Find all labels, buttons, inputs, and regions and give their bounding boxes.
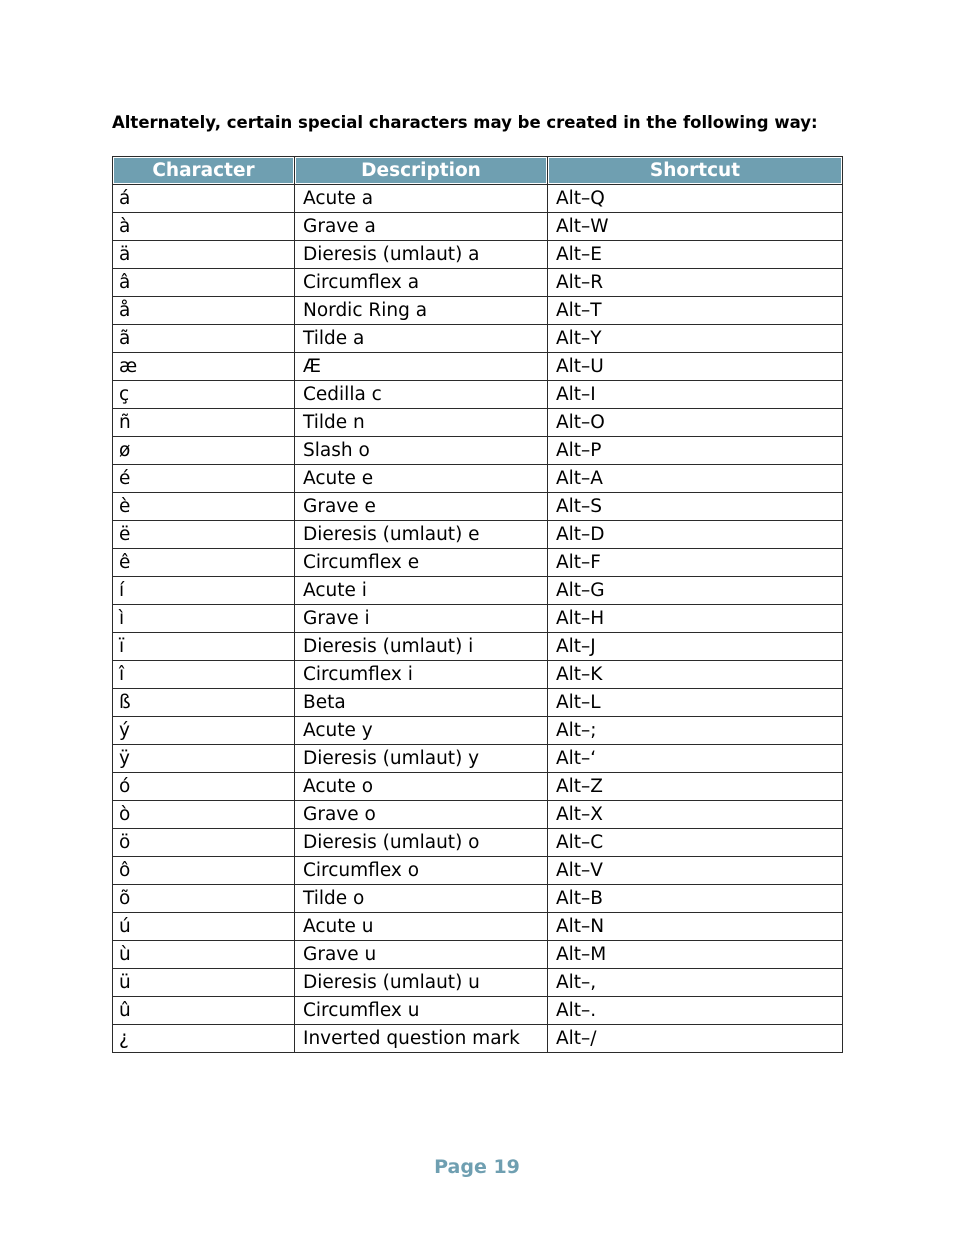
cell-shortcut: Alt–E [548,241,843,269]
cell-description: Dieresis (umlaut) y [295,745,548,773]
cell-character: æ [113,353,295,381]
cell-shortcut: Alt–Q [548,185,843,213]
cell-description: Dieresis (umlaut) e [295,521,548,549]
cell-character: à [113,213,295,241]
cell-description: Circumflex o [295,857,548,885]
table-row [113,213,843,241]
table-row [113,241,843,269]
table-row [113,773,843,801]
cell-description: Acute o [295,773,548,801]
cell-character: å [113,297,295,325]
cell-shortcut: Alt–C [548,829,843,857]
table-row [113,689,843,717]
cell-character: ï [113,633,295,661]
cell-shortcut: Alt–S [548,493,843,521]
table-row [113,493,843,521]
column-header-description: Description [295,157,548,185]
cell-description: Dieresis (umlaut) a [295,241,548,269]
cell-description: Acute i [295,577,548,605]
table-row [113,325,843,353]
table-row [113,717,843,745]
cell-description: Circumflex i [295,661,548,689]
cell-character: ü [113,969,295,997]
cell-shortcut: Alt–W [548,213,843,241]
cell-character: õ [113,885,295,913]
cell-shortcut: Alt–/ [548,1025,843,1053]
cell-description: Acute y [295,717,548,745]
cell-shortcut: Alt–J [548,633,843,661]
cell-shortcut: Alt–, [548,969,843,997]
cell-description: Dieresis (umlaut) u [295,969,548,997]
table-body [113,185,843,1053]
table-row [113,269,843,297]
cell-description: Tilde n [295,409,548,437]
cell-shortcut: Alt–K [548,661,843,689]
cell-description: Acute e [295,465,548,493]
table-row [113,969,843,997]
table-row [113,409,843,437]
table-row [113,633,843,661]
cell-shortcut: Alt–G [548,577,843,605]
column-header-shortcut: Shortcut [548,157,843,185]
cell-shortcut: Alt–‘ [548,745,843,773]
shortcut-table [112,156,843,1053]
cell-shortcut: Alt–P [548,437,843,465]
cell-description: Grave u [295,941,548,969]
page-number: Page 19 [434,1156,520,1178]
cell-character: â [113,269,295,297]
cell-character: á [113,185,295,213]
cell-shortcut: Alt–. [548,997,843,1025]
cell-description: Beta [295,689,548,717]
cell-character: ß [113,689,295,717]
cell-shortcut: Alt–N [548,913,843,941]
cell-character: í [113,577,295,605]
cell-shortcut: Alt–R [548,269,843,297]
cell-shortcut: Alt–; [548,717,843,745]
table-row [113,829,843,857]
cell-description: Slash o [295,437,548,465]
table-row [113,185,843,213]
table-header-row [113,157,843,185]
table-row [113,437,843,465]
cell-shortcut: Alt–B [548,885,843,913]
table-row [113,885,843,913]
cell-character: ã [113,325,295,353]
cell-character: ì [113,605,295,633]
cell-shortcut: Alt–L [548,689,843,717]
cell-character: ý [113,717,295,745]
cell-description: Nordic Ring a [295,297,548,325]
cell-shortcut: Alt–T [548,297,843,325]
cell-character: û [113,997,295,1025]
cell-shortcut: Alt–A [548,465,843,493]
table-row [113,997,843,1025]
cell-description: Grave i [295,605,548,633]
cell-description: Circumflex u [295,997,548,1025]
cell-character: é [113,465,295,493]
cell-shortcut: Alt–I [548,381,843,409]
table-row [113,661,843,689]
table-row [113,913,843,941]
table-row [113,521,843,549]
cell-character: ö [113,829,295,857]
cell-description: Grave o [295,801,548,829]
cell-character: è [113,493,295,521]
cell-character: ë [113,521,295,549]
cell-character: î [113,661,295,689]
table-row [113,297,843,325]
table-row [113,381,843,409]
cell-description: Tilde a [295,325,548,353]
cell-character: ù [113,941,295,969]
table-row [113,801,843,829]
cell-shortcut: Alt–U [548,353,843,381]
cell-description: Æ [295,353,548,381]
cell-description: Inverted question mark [295,1025,548,1053]
cell-description: Cedilla c [295,381,548,409]
cell-description: Circumflex a [295,269,548,297]
table-row [113,605,843,633]
table-row [113,941,843,969]
cell-character: ä [113,241,295,269]
cell-character: ó [113,773,295,801]
table-row [113,353,843,381]
table-row [113,577,843,605]
column-header-character: Character [113,157,295,185]
cell-character: ô [113,857,295,885]
cell-shortcut: Alt–V [548,857,843,885]
cell-character: ÿ [113,745,295,773]
cell-character: ø [113,437,295,465]
cell-character: ò [113,801,295,829]
cell-shortcut: Alt–X [548,801,843,829]
cell-shortcut: Alt–H [548,605,843,633]
cell-character: ¿ [113,1025,295,1053]
cell-shortcut: Alt–D [548,521,843,549]
cell-shortcut: Alt–Y [548,325,843,353]
cell-character: ñ [113,409,295,437]
table-row [113,745,843,773]
table-row [113,465,843,493]
cell-description: Dieresis (umlaut) i [295,633,548,661]
table-row [113,1025,843,1053]
cell-character: ú [113,913,295,941]
table-row [113,549,843,577]
cell-description: Acute u [295,913,548,941]
cell-character: ç [113,381,295,409]
cell-description: Acute a [295,185,548,213]
cell-shortcut: Alt–O [548,409,843,437]
intro-text: Alternately, certain special characters may be created in the following way: [112,113,818,132]
cell-shortcut: Alt–Z [548,773,843,801]
cell-description: Grave a [295,213,548,241]
cell-description: Circumflex e [295,549,548,577]
cell-description: Dieresis (umlaut) o [295,829,548,857]
cell-description: Grave e [295,493,548,521]
cell-shortcut: Alt–M [548,941,843,969]
cell-shortcut: Alt–F [548,549,843,577]
cell-character: ê [113,549,295,577]
table-row [113,857,843,885]
cell-description: Tilde o [295,885,548,913]
